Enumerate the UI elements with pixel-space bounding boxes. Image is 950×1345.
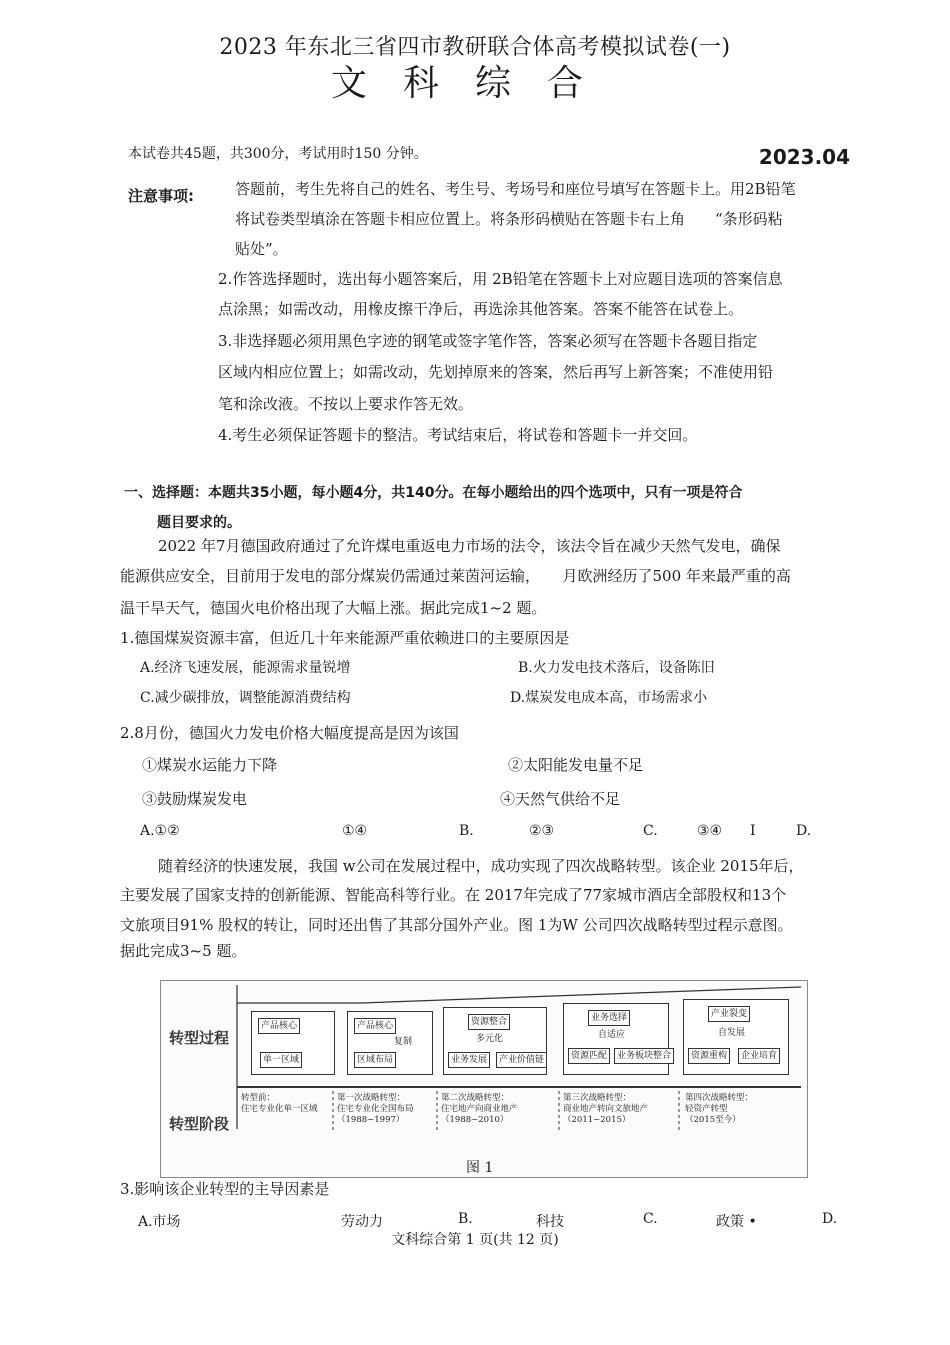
exam-intro: 本试卷共45题，共300分，考试用时150 分钟。 (128, 146, 428, 162)
strategy-figure (160, 980, 808, 1178)
stage-line: 住宅专业化全国布局 (337, 1104, 414, 1114)
box-label: 产业价值链 (496, 1052, 547, 1068)
statement-2: ②太阳能发电量不足 (508, 756, 644, 774)
answer-choice: ②③ (529, 823, 555, 839)
stage-line: 商业地产转向文旅地产 (563, 1104, 649, 1114)
stage-text (685, 1093, 753, 1126)
stage-line: 第一次战略转型： (337, 1093, 406, 1103)
passage-line: 主要发展了国家支持的创新能源、智能高科等行业。在 2017年完成了77家城市酒店全部股权和13个 (120, 886, 787, 904)
stage-line: （1988~1997） (337, 1115, 405, 1125)
stage-line: （2011~2015） (563, 1115, 631, 1125)
answer-choice: 科技 (536, 1214, 564, 1230)
stage-line: 轻资产转型 (685, 1104, 728, 1114)
box-label: 区域布局 (354, 1052, 396, 1068)
question-stem: 3.影响该企业转型的主导因素是 (120, 1180, 330, 1198)
box-label: 业务选择 (588, 1010, 630, 1026)
section-heading-cont: 题目要求的。 (157, 515, 241, 531)
process-box-4 (563, 1003, 672, 1075)
notice-line: 点涂黑；如需改动，用橡皮擦干净后，再选涂其他答案。答案不能答在试卷上。 (218, 300, 744, 318)
stage-line: （1988~2010） (441, 1115, 509, 1125)
passage-line: 温干旱天气，德国火电价格出现了大幅上涨。据此完成1~2 题。 (120, 599, 547, 617)
stage-text (563, 1093, 648, 1126)
answer-choice: A.市场 (138, 1214, 181, 1230)
answer-choice: B. (459, 823, 474, 839)
notice-line: 区域内相应位置上；如需改动，先划掉原来的答案，然后再写上新答案；不准使用铅 (218, 363, 774, 381)
answer-choice: D. (822, 1211, 838, 1227)
box-label: 资源匹配 (568, 1048, 610, 1064)
notice-line: 2.作答选择题时，选出每小题答案后，用 2B铅笔在答题卡上对应题目选项的答案信息 (218, 270, 783, 288)
option-b: B.火力发电技术落后，设备陈旧 (518, 660, 715, 676)
passage-line: 文旅项目91% 股权的转让，同时还出售了其部分国外产业。图 1为W 公司四次战略转型过程示意图。 (120, 916, 793, 934)
box-label: 产业裂变 (708, 1006, 750, 1022)
box-label: 自发展 (718, 1028, 746, 1038)
notice-line: 3.非选择题必须用黑色字迹的钢笔或签字笔作答，答案必须写在答题卡各题目指定 (218, 332, 758, 350)
question-stem: 1.德国煤炭资源丰富，但近几十年来能源严重依赖进口的主要原因是 (120, 629, 570, 647)
row-label-stage: 转型阶段 (169, 1115, 230, 1133)
notice-line: 贴处”。 (235, 240, 288, 258)
box-label: 资源整合 (468, 1014, 510, 1030)
box-label: 自适应 (598, 1030, 626, 1040)
answer-choice: 政策 • (716, 1214, 757, 1230)
answer-choice: D. (796, 823, 812, 839)
notice-line: 笔和涂改液。不按以上要求作答无效。 (218, 395, 474, 413)
notice-label: 注意事项: (128, 187, 194, 205)
stage-text (241, 1093, 318, 1115)
exam-title: 2023 年东北三省四市教研联合体高考模拟试卷(一) (219, 35, 731, 60)
stage-line: 第三次战略转型： (563, 1093, 632, 1103)
option-c: C.减少碳排放，调整能源消费结构 (140, 690, 351, 706)
answer-choice: ③④ (697, 823, 723, 839)
box-label: 产品核心 (258, 1018, 300, 1034)
figure-caption: 图 1 (466, 1160, 494, 1176)
stage-line: （2015至今） (685, 1115, 741, 1125)
notice-line: 将试卷类型填涂在答题卡相应位置上。将条形码横贴在答题卡右上角 “条形码粘 (235, 210, 783, 228)
passage-line: 能源供应安全，目前用于发电的部分煤炭仍需通过莱茵河运输， 月欧洲经历了500 年来最严重的高 (120, 567, 791, 585)
stage-text (441, 1093, 518, 1126)
page-footer: 文科综合第 1 页(共 12 页) (391, 1232, 559, 1248)
option-a: A.经济飞速发展，能源需求量锐增 (140, 660, 351, 676)
stage-line: 第四次战略转型： (685, 1093, 754, 1103)
box-label: 多元化 (476, 1034, 504, 1044)
answer-choice: ①④ (342, 823, 368, 839)
passage-line: 随着经济的快速发展，我国 w公司在发展过程中，成功实现了四次战略转型。该企业 2015年后， (158, 857, 804, 875)
passage-line: 2022 年7月德国政府通过了允许煤电重返电力市场的法令，该法令旨在减少天然气发电，确保 (158, 537, 781, 555)
answer-choice: B. (458, 1211, 473, 1227)
process-box-5 (683, 999, 789, 1075)
process-box-2 (347, 1011, 433, 1075)
passage-line: 据此完成3~5 题。 (120, 942, 247, 960)
answer-choice: A.①② (140, 823, 180, 839)
box-label: 业务发展 (448, 1052, 490, 1068)
stage-text (337, 1093, 414, 1126)
option-d: D.煤炭发电成本高，市场需求小 (510, 690, 708, 706)
statement-3: ③鼓励煤炭发电 (142, 790, 248, 808)
process-box-3 (443, 1007, 547, 1075)
notice-line: 4.考生必须保证答题卡的整洁。考试结束后，将试卷和答题卡一并交回。 (218, 426, 698, 444)
notice-line: 答题前，考生先将自己的姓名、考生号、考场号和座位号填写在答题卡上。用2B铅笔 (235, 180, 796, 198)
exam-date: 2023.04 (758, 145, 850, 169)
answer-choice: C. (643, 823, 658, 839)
answer-choice: 劳动力 (341, 1214, 383, 1230)
stage-line: 住宅地产向商业地产 (441, 1104, 518, 1114)
box-label: 产品核心 (354, 1018, 396, 1034)
question-stem: 2.8月份，德国火力发电价格大幅度提高是因为该国 (120, 724, 459, 742)
box-label: 复制 (394, 1037, 413, 1047)
process-box-1 (251, 1011, 335, 1075)
stage-line: 第二次战略转型： (441, 1093, 510, 1103)
box-label: 企业培育 (738, 1048, 780, 1064)
section-heading: 一、选择题：本题共35小题，每小题4分，共140分。在每小题给出的四个选项中，只有一项是符合 (124, 485, 743, 501)
stage-line: 转型前： (241, 1093, 276, 1103)
stage-line: 住宅专业化单一区域 (241, 1104, 318, 1114)
answer-choice: C. (643, 1211, 658, 1227)
box-label: 业务板块整合 (614, 1048, 674, 1064)
box-label: 资源重构 (688, 1048, 730, 1064)
subject-title: 文科综合 (330, 63, 619, 104)
answer-choice: I (750, 823, 756, 839)
box-label: 单一区域 (260, 1052, 302, 1068)
statement-4: ④天然气供给不足 (500, 790, 621, 808)
row-label-process: 转型过程 (169, 1029, 230, 1047)
statement-1: ①煤炭水运能力下降 (142, 756, 278, 774)
